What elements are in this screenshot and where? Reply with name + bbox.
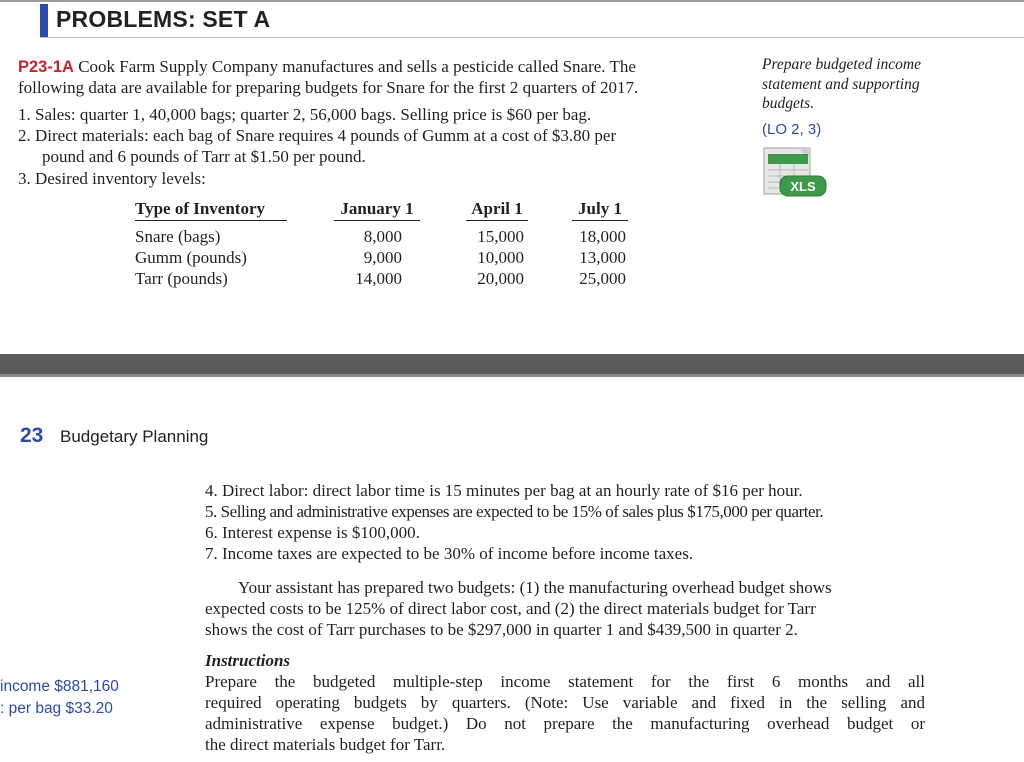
assistant-para-line1: Your assistant has prepared two budgets: (1) the manufacturing overhead budget shows xyxy=(238,578,832,597)
header-accent-bar xyxy=(40,4,48,38)
table-cell: 9,000 xyxy=(363,248,402,267)
problem-item-4: 4. Direct labor: direct labor time is 15 minutes per bag at an hourly rate of $16 per hour. xyxy=(205,481,803,500)
table-header-jan: January 1 xyxy=(334,199,420,221)
margin-answer-1: income $881,160 xyxy=(0,678,119,695)
problem-intro-line1 xyxy=(18,56,758,78)
learning-objective: (LO 2, 3) xyxy=(762,121,822,138)
table-header-jul: July 1 xyxy=(572,199,628,221)
assistant-para-line3: shows the cost of Tarr purchases to be $297,000 in quarter 1 and $439,500 in quarter 2. xyxy=(205,620,798,639)
assistant-para-line2: expected costs to be 125% of direct labor cost, and (2) the direct materials budget for Tarr xyxy=(205,599,816,618)
problem-intro-line2: following data are available for preparing budgets for Snare for the first 2 quarters of 2017. xyxy=(18,78,639,97)
side-note xyxy=(762,55,1002,114)
instructions-line3: administrative expense budget.) Do not prepare the manufacturing overhead budget or xyxy=(205,714,925,733)
table-row-label: Gumm (pounds) xyxy=(135,248,247,267)
header-rule xyxy=(40,37,1024,38)
side-note-line2: statement and supporting xyxy=(762,75,920,93)
table-cell: 25,000 xyxy=(579,269,626,288)
top-rule xyxy=(0,0,1024,2)
side-note-line1: Prepare budgeted income xyxy=(762,56,921,73)
table-cell: 18,000 xyxy=(579,227,626,246)
problem-intro-text: Cook Farm Supply Company manufactures and sells a pesticide called Snare. The xyxy=(78,57,636,76)
side-note-line3: budgets. xyxy=(762,95,815,112)
xls-label: XLS xyxy=(790,179,816,194)
margin-answer-2: : per bag $33.20 xyxy=(0,700,113,717)
instructions-heading: Instructions xyxy=(205,651,291,670)
table-cell: 15,000 xyxy=(477,227,524,246)
problem-item-3: 3. Desired inventory levels: xyxy=(18,169,206,188)
problem-item-5: 5. Selling and administrative expenses are expected to be 15% of sales plus $175,000 per quarter. xyxy=(205,502,824,521)
table-row-label: Snare (bags) xyxy=(135,227,221,246)
table-row-label: Tarr (pounds) xyxy=(135,269,228,288)
xls-icon[interactable] xyxy=(760,146,832,212)
instructions-line1: Prepare the budgeted multiple-step income statement for the first 6 months and all xyxy=(205,672,925,691)
chapter-number: 23 xyxy=(20,424,44,447)
table-cell: 20,000 xyxy=(477,269,524,288)
table-cell: 10,000 xyxy=(477,248,524,267)
problem-item-1: 1. Sales: quarter 1, 40,000 bags; quarter 2, 56,000 bags. Selling price is $60 per bag. xyxy=(18,105,592,124)
table-cell: 13,000 xyxy=(579,248,626,267)
instructions-line2: required operating budgets by quarters. (Note: Use variable and fixed in the selling and xyxy=(205,693,925,712)
chapter-title: Budgetary Planning xyxy=(60,427,209,446)
table-header-apr: April 1 xyxy=(466,199,528,221)
problem-item-2-cont: pound and 6 pounds of Tarr at $1.50 per pound. xyxy=(42,147,366,166)
table-cell: 8,000 xyxy=(363,227,402,246)
problem-item-6: 6. Interest expense is $100,000. xyxy=(205,523,420,542)
instructions-line4: the direct materials budget for Tarr. xyxy=(205,735,446,754)
problem-id: P23-1A xyxy=(18,58,74,76)
problem-item-7: 7. Income taxes are expected to be 30% of income before income taxes. xyxy=(205,544,694,563)
table-cell: 14,000 xyxy=(355,269,402,288)
page-separator xyxy=(0,354,1024,374)
problem-item-2: 2. Direct materials: each bag of Snare requires 4 pounds of Gumm at a cost of $3.80 per xyxy=(18,126,617,145)
page-separator-shadow xyxy=(0,374,1024,377)
table-header-type: Type of Inventory xyxy=(135,199,287,221)
section-title: PROBLEMS: SET A xyxy=(56,6,271,32)
